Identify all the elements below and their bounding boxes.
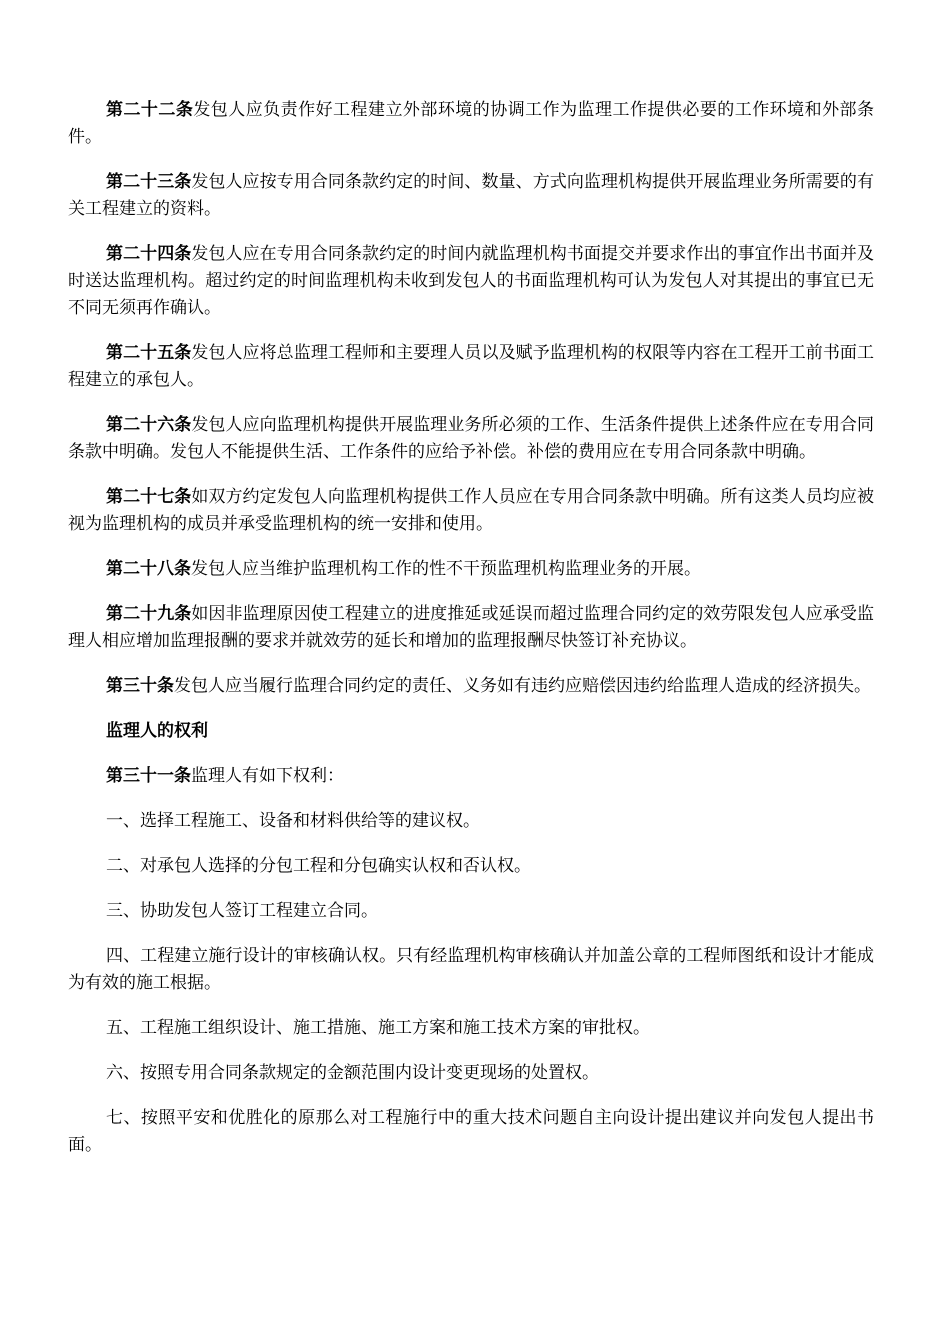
article-text: 如因非监理原因使工程建立的进度推延或延误而超过监理合同约定的效劳限发包人应承受监理人相应增加监理报酬的要求并就效劳的延长和增加的监理报酬尽快签订补充协议。	[68, 604, 875, 651]
article-label: 第二十二条	[106, 100, 194, 120]
article-28	[68, 556, 874, 583]
right-item-3: 三、协助发包人签订工程建立合同。	[106, 901, 378, 921]
article-label: 第二十四条	[106, 244, 192, 264]
article-label: 第二十五条	[106, 343, 192, 363]
article-22	[68, 97, 874, 151]
right-item-1: 一、选择工程施工、设备和材料供给等的建议权。	[106, 811, 480, 831]
article-23	[68, 169, 874, 223]
article-text: 发包人应按专用合同条款约定的时间、数量、方式向监理机构提供开展监理业务所需要的有关工程建立的资料。	[68, 172, 875, 219]
article-31	[68, 763, 874, 790]
right-item-2: 二、对承包人选择的分包工程和分包确实认权和否认权。	[106, 856, 531, 876]
article-label: 第二十三条	[106, 172, 192, 192]
right-item-7: 七、按照平安和优胜化的原那么对工程施行中的重大技术问题自主向设计提出建议并向发包人提出书面。	[68, 1108, 874, 1155]
article-29	[68, 601, 874, 655]
article-text: 发包人应负责作好工程建立外部环境的协调工作为监理工作提供必要的工作环境和外部条件。	[68, 100, 875, 147]
article-label: 第二十七条	[106, 487, 192, 507]
article-label: 第三十一条	[106, 766, 191, 786]
article-text: 发包人应在专用合同条款约定的时间内就监理机构书面提交并要求作出的事宜作出书面并及时送达监理机构。超过约定的时间监理机构未收到发包人的书面监理机构可认为发包人对其提出的事宜已无不同无须再作确认。	[68, 244, 875, 318]
article-25	[68, 340, 874, 394]
article-label: 第二十九条	[106, 604, 192, 624]
article-text: 发包人应将总监理工程师和主要理人员以及赋予监理机构的权限等内容在工程开工前书面工程建立的承包人。	[68, 343, 875, 390]
article-text: 发包人应当履行监理合同约定的责任、义务如有违约应赔偿因违约给监理人造成的经济损失。	[174, 676, 871, 696]
article-text: 发包人应向监理机构提供开展监理业务所必须的工作、生活条件提供上述条件应在专用合同条款中明确。发包人不能提供生活、工作条件的应给予补偿。补偿的费用应在专用合同条款中明确。	[68, 415, 875, 462]
article-text: 如双方约定发包人向监理机构提供工作人员应在专用合同条款中明确。所有这类人员均应被视为监理机构的成员并承受监理机构的统一安排和使用。	[68, 487, 875, 534]
section-heading: 监理人的权利	[106, 721, 208, 741]
article-label: 第三十条	[106, 676, 174, 696]
article-30	[68, 673, 874, 700]
right-item-5: 五、工程施工组织设计、施工措施、施工方案和施工技术方案的审批权。	[106, 1018, 650, 1038]
article-27	[68, 484, 874, 538]
article-26	[68, 412, 874, 466]
article-24	[68, 241, 874, 322]
right-item-6: 六、按照专用合同条款规定的金额范围内设计变更现场的处置权。	[106, 1063, 599, 1083]
article-label: 第二十八条	[106, 559, 191, 579]
article-label: 第二十六条	[106, 415, 192, 435]
document-page	[68, 97, 874, 1177]
article-text: 监理人有如下权利：	[191, 766, 344, 786]
right-item-4: 四、工程建立施行设计的审核确认权。只有经监理机构审核确认并加盖公章的工程师图纸和设计才能成为有效的施工根据。	[68, 946, 874, 993]
article-text: 发包人应当维护监理机构工作的性不干预监理机构监理业务的开展。	[191, 559, 701, 579]
